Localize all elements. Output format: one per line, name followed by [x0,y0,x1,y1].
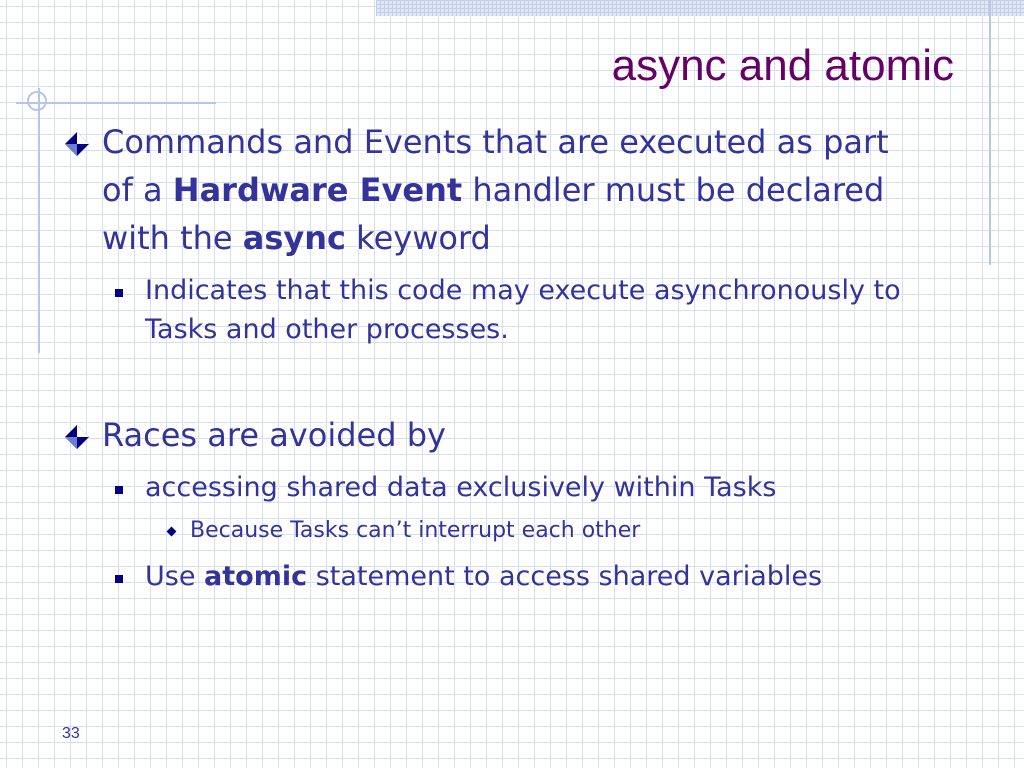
bullet-text: accessing shared data exclusively within Tasks [145,472,777,503]
square-bullet-icon [115,289,123,297]
slide-title: async and atomic [611,41,954,90]
square-bullet-icon [115,575,123,583]
bullet-text: Because Tasks can’t interrupt each other [190,518,641,543]
bullet-text: Races are avoided by [102,416,446,454]
bullet-level2-accessing [145,468,955,507]
page-number: 33 [62,725,80,742]
bullet-text: Use [145,561,205,592]
bullet-level3-because [190,516,950,546]
bullet-level1-races [102,411,902,459]
bullet-text: handler must be declared with the [102,171,885,257]
bullet-text: statement to access shared variables [307,561,823,592]
bullet-emphasis-async: async [242,219,346,257]
bullet-text: keyword [346,219,491,257]
diamond-bullet-icon [63,423,91,451]
diamond-bullet-icon [63,130,91,158]
bullet-text: Commands and Events that are executed as part of a [102,123,889,209]
bullet-emphasis-hardware-event: Hardware Event [172,171,463,209]
bullet-level2-indicates [145,271,955,349]
bullet-level1-async [102,118,902,262]
square-bullet-icon [115,486,123,494]
bullet-level2-use-atomic [145,557,955,596]
bullet-emphasis-atomic: atomic [204,561,308,592]
small-diamond-bullet-icon [167,527,177,537]
bullet-text: Indicates that this code may execute asynchronously to Tasks and other processes. [145,275,901,345]
